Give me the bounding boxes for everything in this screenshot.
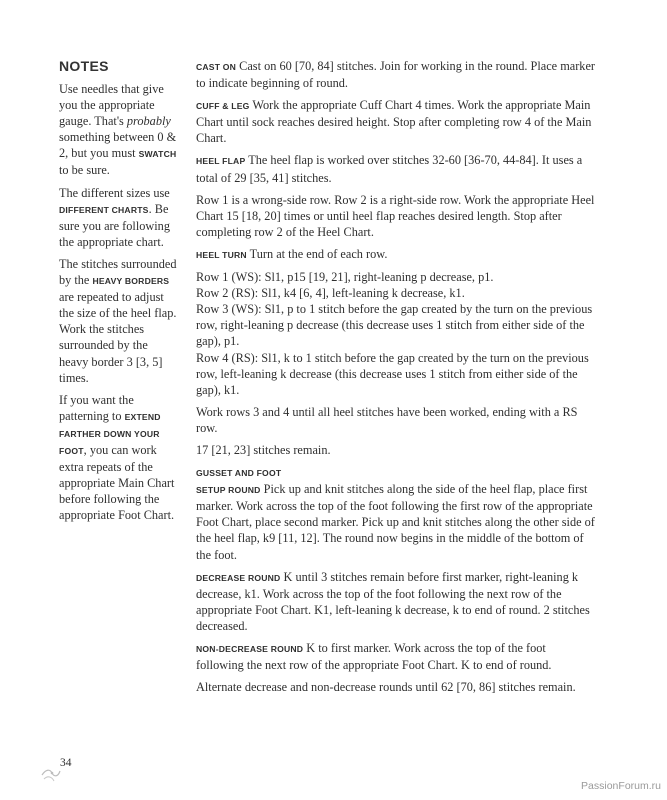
note-text: The different sizes use	[59, 185, 170, 200]
note-keyword: HEAVY BORDERS	[92, 276, 170, 287]
decrease-round-section	[196, 569, 596, 634]
ornament-icon	[40, 765, 62, 785]
heel-turn-rows	[196, 269, 596, 398]
note-text: are repeated to adjust the size of the heel flap. Work the stitches surrounded by the heavy border 3 [3, 5] times.	[59, 290, 177, 385]
section-label: DECREASE ROUND	[196, 572, 281, 583]
note-extend	[59, 392, 177, 524]
section-label: HEEL TURN	[196, 249, 247, 260]
cuff-leg-section	[196, 97, 596, 146]
section-heading: GUSSET AND FOOT	[196, 468, 282, 479]
note-keyword: SWATCH	[138, 149, 177, 160]
note-text: something between 0 & 2, but you must	[59, 130, 177, 161]
section-text: Cast on 60 [70, 84] stitches. Join for working in the round. Place marker to indicate beginning of round.	[196, 59, 596, 91]
note-text: If you want the patterning to	[59, 392, 134, 423]
alternate-rounds-text: Alternate decrease and non-decrease rounds until 62 [70, 86] stitches remain.	[196, 680, 576, 695]
note-text: The stitches surrounded by the	[59, 256, 177, 288]
section-text: K until 3 stitches remain before first marker, right-leaning k decrease, k1. Work across the top of the foot following the next row of the appropriate Foot Chart. K1, left-leaning k decrease, k to end of round. 2 stitches decreased.	[196, 569, 590, 633]
note-text: to be sure.	[59, 163, 110, 178]
section-text: Work the appropriate Cuff Chart 4 times. Work the appropriate Main Chart until sock reaches desired height. Stop after completing row 4 of the Main Chart.	[196, 98, 592, 146]
row-4: Row 4 (RS): Sl1, k to 1 stitch before the gap created by the turn on the previous row, left-leaning k decrease (this decrease uses 1 stitch from either side of the gap), k1.	[196, 350, 589, 397]
note-text: Use needles that give you the appropriate gauge. That's	[59, 82, 164, 129]
section-label: NON-DECREASE ROUND	[196, 644, 304, 654]
cast-on-section	[196, 58, 596, 91]
note-keyword: EXTEND FARTHER DOWN YOUR FOOT	[59, 411, 161, 456]
note-sizes	[59, 185, 177, 250]
heel-turn-section	[196, 246, 596, 263]
section-text: Turn at the end of each row.	[246, 246, 388, 261]
row-2: Row 2 (RS): Sl1, k4 [6, 4], left-leaning k decrease, k1.	[196, 286, 465, 301]
page-number: 34	[60, 757, 72, 769]
section-text: K to first marker. Work across the top of the foot following the next row of the appropriate Foot Chart. K to end of round.	[196, 641, 552, 673]
note-text: . Be sure you are following the appropriate chart.	[59, 201, 170, 249]
heel-flap-rows: Row 1 is a wrong-side row. Row 2 is a right-side row. Work the appropriate Heel Chart 15 [18, 20] times or until heel flap reaches desired length. Stop after completing row 2 of the Heel Chart.	[196, 192, 595, 239]
watermark: PassionForum.ru	[581, 780, 661, 792]
section-label: SETUP ROUND	[196, 485, 261, 496]
pattern-instructions	[196, 58, 596, 701]
section-text: The heel flap is worked over stitches 32-60 [36-70, 44-84]. It uses a total of 29 [35, 41] stitches.	[196, 153, 583, 185]
row-1: Row 1 (WS): Sl1, p15 [19, 21], right-leaning p decrease, p1.	[196, 270, 494, 285]
work-rows-text: Work rows 3 and 4 until all heel stitches have been worked, ending with a RS row.	[196, 404, 578, 435]
section-label: HEEL FLAP	[196, 156, 246, 167]
row-3: Row 3 (WS): Sl1, p to 1 stitch before the gap created by the turn on the previous row, right-leaning p decrease (this decrease uses 1 stitch from either side of the gap), p1.	[196, 302, 593, 349]
note-keyword: DIFFERENT CHARTS	[59, 204, 149, 215]
section-text: Pick up and knit stitches along the side of the heel flap, place first marker. Work across the top of the foot following the first row of the appropriate Foot Chart, place second marker. Pick up and knit stitches along the other side of the heel flap, k9 [11, 12]. The round now begins in the middle of the bottom of the foot.	[196, 482, 595, 562]
notes-sidebar	[59, 58, 177, 529]
section-label: CAST ON	[196, 62, 237, 72]
setup-round-section	[196, 481, 596, 562]
note-needles	[59, 81, 177, 179]
section-label: CUFF & LEG	[196, 101, 250, 112]
gusset-foot-heading	[196, 464, 596, 481]
heel-flap-section	[196, 152, 596, 185]
notes-title: NOTES	[59, 58, 109, 74]
note-text: , you can work extra repeats of the appropriate Main Chart before following the appropriate Foot Chart.	[59, 442, 175, 523]
note-emphasis: probably	[126, 114, 171, 129]
stitches-remain-text: 17 [21, 23] stitches remain.	[196, 442, 331, 457]
non-decrease-round-section	[196, 640, 596, 673]
note-borders	[59, 256, 177, 386]
